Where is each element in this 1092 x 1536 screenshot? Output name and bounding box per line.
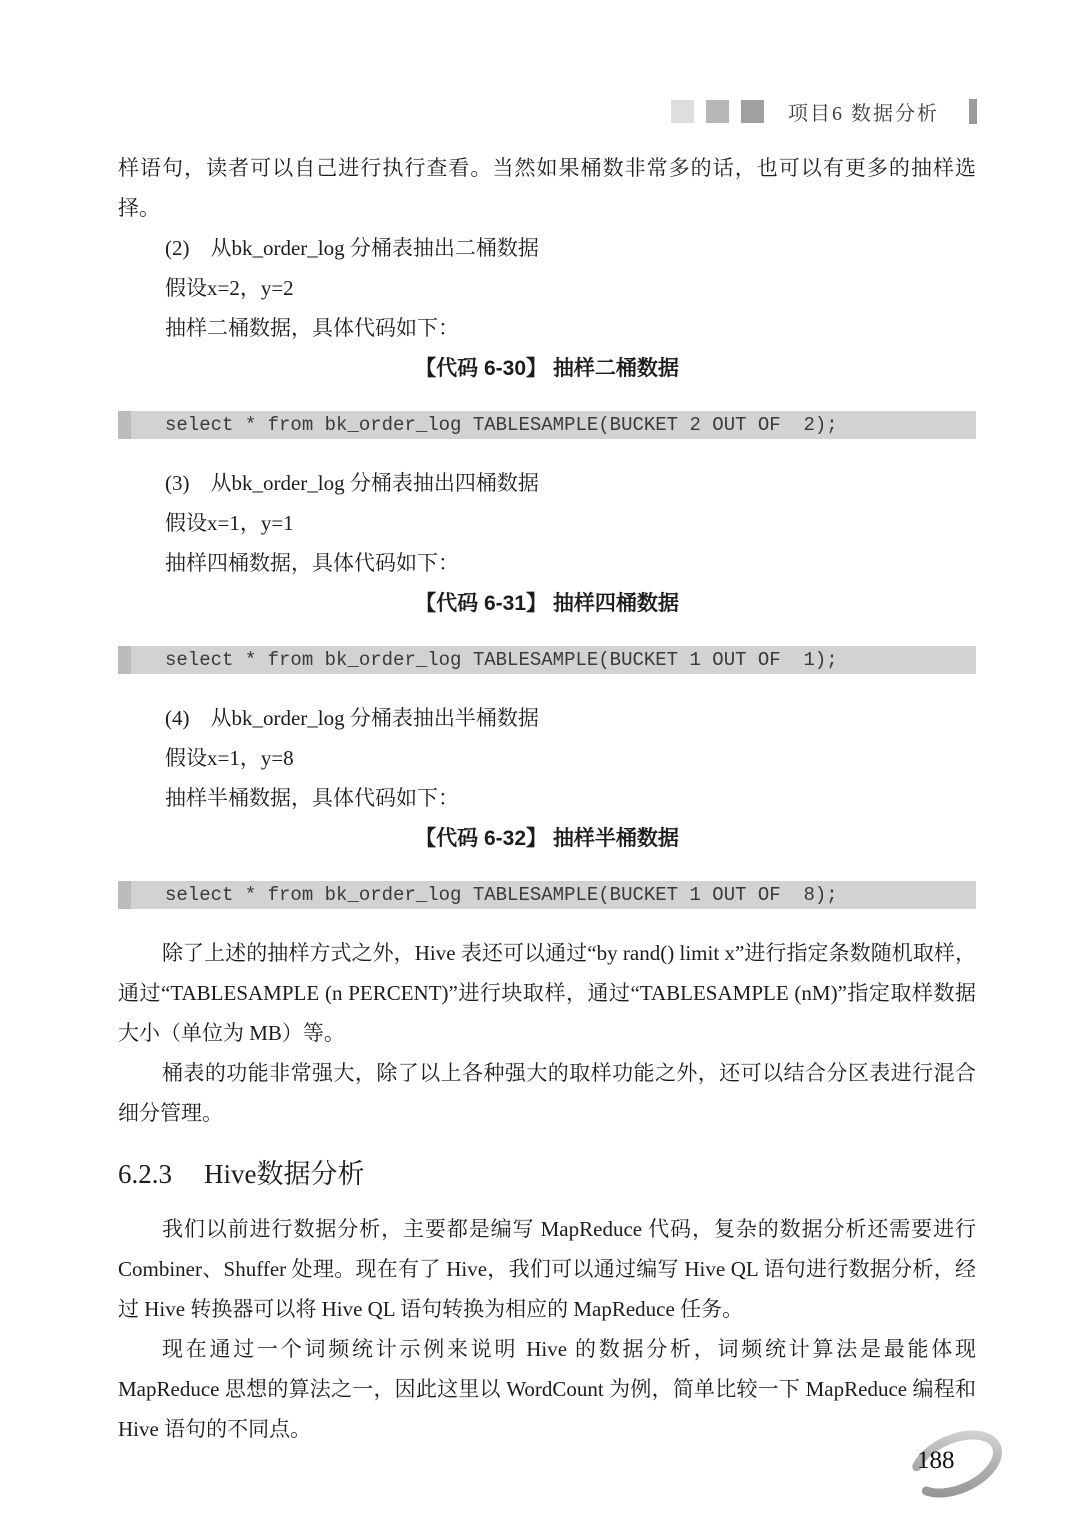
header-bar-icon	[969, 99, 977, 124]
paragraph-bucket-table: 桶表的功能非常强大，除了以上各种强大的取样功能之外，还可以结合分区表进行混合细分管理。	[118, 1061, 976, 1125]
sample-section-2	[118, 228, 976, 439]
paragraph-sampling-methods: 除了上述的抽样方式之外，Hive 表还可以通过“by rand() limit x”进行指定条数随机取样，通过“TABLESAMPLE (n PERCENT)”进行块取样，通过“TABLESAMPLE (nM)”指定取样数据大小（单位为 MB）等。	[118, 941, 976, 1045]
code-caption: 【代码 6-30】 抽样二桶数据	[415, 357, 679, 380]
sample-assumption: 假设x=1，y=8	[165, 746, 294, 770]
page-number-swoosh-icon	[896, 1420, 1016, 1510]
header-square-dark-icon	[741, 100, 764, 123]
code-block-edge	[118, 411, 131, 439]
sample-label: (4) 从bk_order_log 分桶表抽出半桶数据	[165, 706, 539, 730]
code-text: select * from bk_order_log TABLESAMPLE(BUCKET 2 OUT OF 2);	[165, 414, 838, 436]
code-block	[118, 411, 976, 439]
section-title: Hive数据分析	[204, 1159, 365, 1189]
code-block	[118, 646, 976, 674]
sample-lead: 抽样半桶数据，具体代码如下：	[165, 786, 459, 810]
sample-section-4	[118, 698, 976, 909]
code-text: select * from bk_order_log TABLESAMPLE(BUCKET 1 OUT OF 8);	[165, 884, 838, 906]
sample-label: (2) 从bk_order_log 分桶表抽出二桶数据	[165, 236, 539, 260]
sample-assumption: 假设x=2，y=2	[165, 276, 294, 300]
sample-lead: 抽样四桶数据，具体代码如下：	[165, 551, 459, 575]
sample-lead: 抽样二桶数据，具体代码如下：	[165, 316, 459, 340]
chapter-title: 项目6 数据分析	[788, 103, 939, 125]
header-square-medium-icon	[706, 100, 729, 123]
code-caption: 【代码 6-32】 抽样半桶数据	[415, 827, 679, 850]
page-number: 188	[917, 1447, 955, 1474]
page-content	[118, 148, 976, 1449]
header-square-light-icon	[671, 100, 694, 123]
code-block-edge	[118, 881, 131, 909]
page-number-area	[896, 1420, 1016, 1510]
code-caption: 【代码 6-31】 抽样四桶数据	[415, 592, 679, 615]
code-text: select * from bk_order_log TABLESAMPLE(BUCKET 1 OUT OF 1);	[165, 649, 838, 671]
sample-assumption: 假设x=1，y=1	[165, 511, 294, 535]
paragraph-hive-intro: 我们以前进行数据分析，主要都是编写 MapReduce 代码，复杂的数据分析还需要进行 Combiner、Shuffer 处理。现在有了 Hive，我们可以通过编写 Hive QL 语句进行数据分析，经过 Hive 转换器可以将 Hive QL 语句转换为相应的 MapReduce 任务。	[118, 1217, 976, 1321]
code-block	[118, 881, 976, 909]
section-number: 6.2.3	[118, 1159, 172, 1189]
section-heading	[118, 1155, 976, 1193]
code-block-edge	[118, 646, 131, 674]
intro-paragraph: 样语句，读者可以自己进行执行查看。当然如果桶数非常多的话，也可以有更多的抽样选择。	[118, 156, 976, 220]
sample-section-3	[118, 463, 976, 674]
sample-label: (3) 从bk_order_log 分桶表抽出四桶数据	[165, 471, 539, 495]
page-header	[0, 97, 977, 126]
paragraph-wordcount: 现在通过一个词频统计示例来说明 Hive 的数据分析，词频统计算法是最能体现 MapReduce 思想的算法之一，因此这里以 WordCount 为例，简单比较一下 MapReduce 编程和 Hive 语句的不同点。	[118, 1337, 976, 1441]
